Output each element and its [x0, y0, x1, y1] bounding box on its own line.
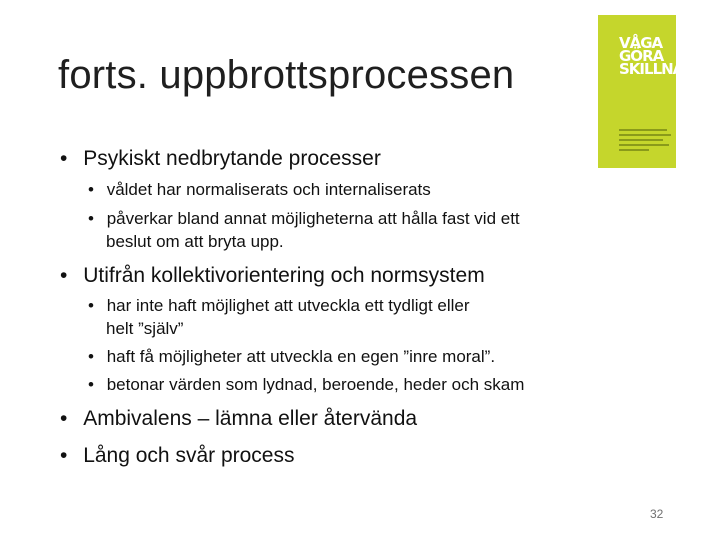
bullet-1-text: Psykiskt nedbrytande processer: [83, 147, 381, 170]
bullet-dot: •: [60, 407, 68, 430]
sub-text: haft få möjligheter att utveckla en egen ”inre moral”.: [106, 347, 496, 366]
bullet-dot: •: [60, 147, 68, 170]
bullet-dot: •: [88, 180, 94, 199]
bullet-2: [60, 264, 485, 288]
sub-text: har inte haft möjlighet att utveckla ett tydligt eller: [106, 296, 470, 315]
bullet-dot: •: [88, 296, 94, 315]
sub-text: betonar värden som lydnad, beroende, heder och skam: [106, 375, 525, 394]
bullet-dot: •: [88, 209, 94, 228]
bullet-dot: •: [60, 264, 68, 287]
slide-title: forts. uppbrottsprocessen: [58, 53, 515, 97]
bullet-1-sub-1: [88, 180, 431, 200]
sub-text: våldet har normaliserats och internaliserats: [106, 180, 431, 199]
bullet-1-sub-2: [88, 209, 520, 229]
bullet-4: [60, 444, 295, 468]
cover-line-2: GÖRA: [619, 47, 664, 65]
bullet-3: [60, 407, 417, 431]
bullet-2-sub-1-cont: helt ”själv”: [106, 319, 184, 338]
cover-line-1: VÅGA: [619, 34, 663, 52]
bullet-dot: •: [60, 444, 68, 467]
book-cover-image: [598, 15, 695, 168]
bullet-dot: •: [88, 347, 94, 366]
bullet-1-sub-2-cont: beslut om att bryta upp.: [106, 232, 284, 251]
bullet-2-text: Utifrån kollektivorientering och normsystem: [83, 264, 485, 287]
bullet-3-text: Ambivalens – lämna eller återvända: [83, 407, 418, 430]
bullet-4-text: Lång och svår process: [83, 444, 295, 467]
bullet-2-sub-3: [88, 375, 524, 395]
bullet-2-sub-2: [88, 347, 495, 367]
cover-fine-print: [619, 129, 671, 154]
page-number: 32: [650, 507, 664, 521]
cover-line-3: SKILLNAD: [619, 60, 695, 78]
bullet-2-sub-1: [88, 296, 470, 316]
bullet-dot: •: [88, 375, 94, 394]
sub-text: påverkar bland annat möjligheterna att hålla fast vid ett: [106, 209, 520, 228]
book-cover-title: [619, 34, 695, 78]
bullet-1: [60, 147, 381, 171]
